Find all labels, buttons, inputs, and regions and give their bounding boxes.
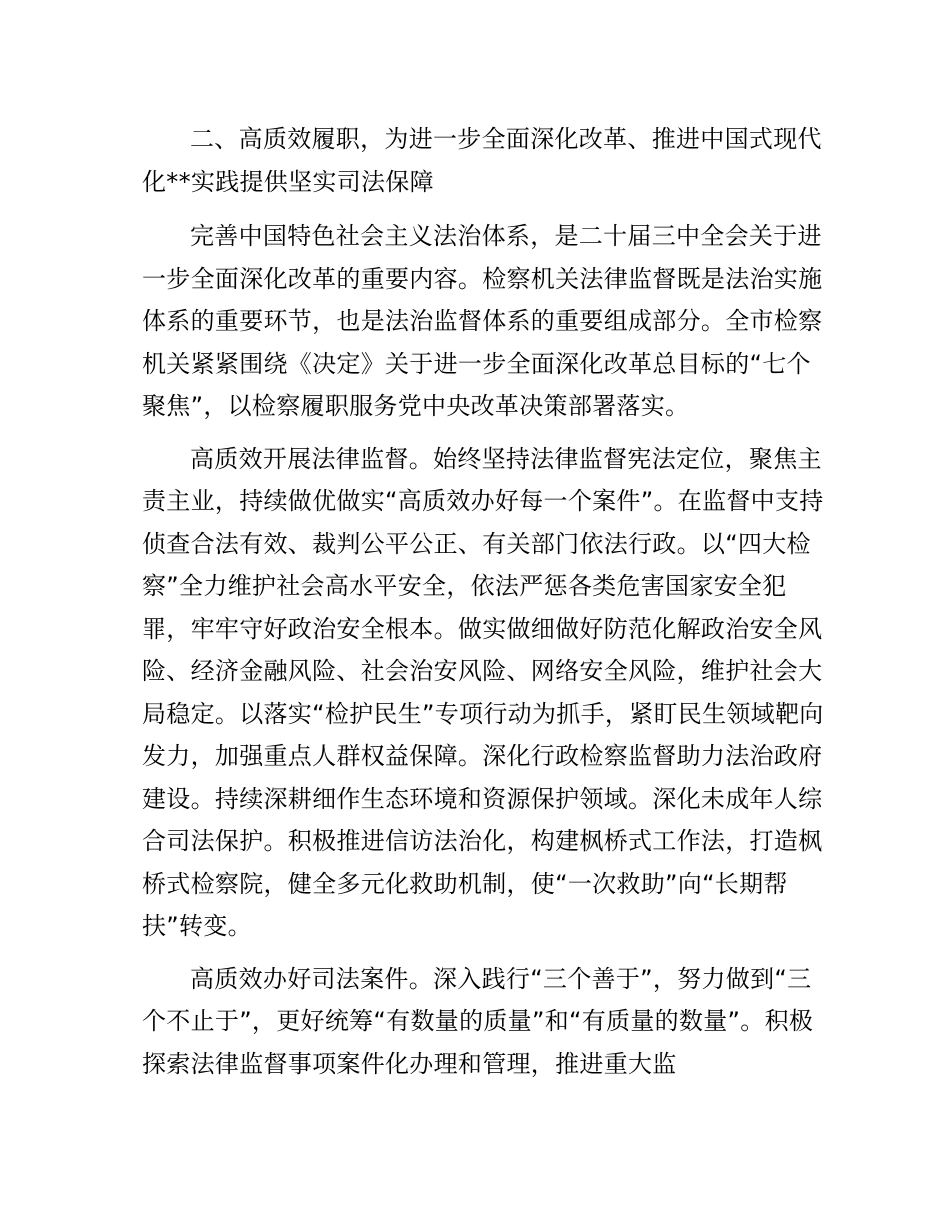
section-heading: 二、高质效履职，为进一步全面深化改革、推进中国式现代化**实践提供坚实司法保障 [142,125,822,196]
document-page [142,118,832,1095]
paragraph-judicial-cases: 高质效办好司法案件。深入践行“三个善于”，努力做到“三个不止于”，更好统筹“有数量的质量”和“有质量的数量”。积极探索法律监督事项案件化办理和管理，推进重大监 [142,964,814,1078]
paragraph-intro: 完善中国特色社会主义法治体系，是二十届三中全会关于进一步全面深化改革的重要内容。检察机关法律监督既是法治实施体系的重要环节，也是法治监督体系的重要组成部分。全市检察机关紧紧围绕《决定》关于进一步全面深化改革总目标的“七个聚焦”，以检察履职服务党中央改革决策部署落实。 [142,222,823,420]
paragraph-legal-supervision: 高质效开展法律监督。始终坚持法律监督宪法定位，聚焦主责主业，持续做优做实“高质效办好每一个案件”。在监督中支持侦查合法有效、裁判公平公正、有关部门依法行政。以“四大检察”全力维护社会高水平安全，依法严惩各类危害国家安全犯罪，牢牢守好政治安全根本。做实做细做好防范化解政治安全风险、经济金融风险、社会治安风险、网络安全风险，维护社会大局稳定。以落实“检护民生”专项行动为抓手，紧盯民生领域靶向发力，加强重点人群权益保障。深化行政检察监督助力法治政府建设。持续深耕细作生态环境和资源保护领域。深化未成年人综合司法保护。积极推进信访法治化，构建枫桥式工作法，打造枫桥式检察院，健全多元化救助机制，使“一次救助”向“长期帮扶”转变。 [142,444,824,940]
